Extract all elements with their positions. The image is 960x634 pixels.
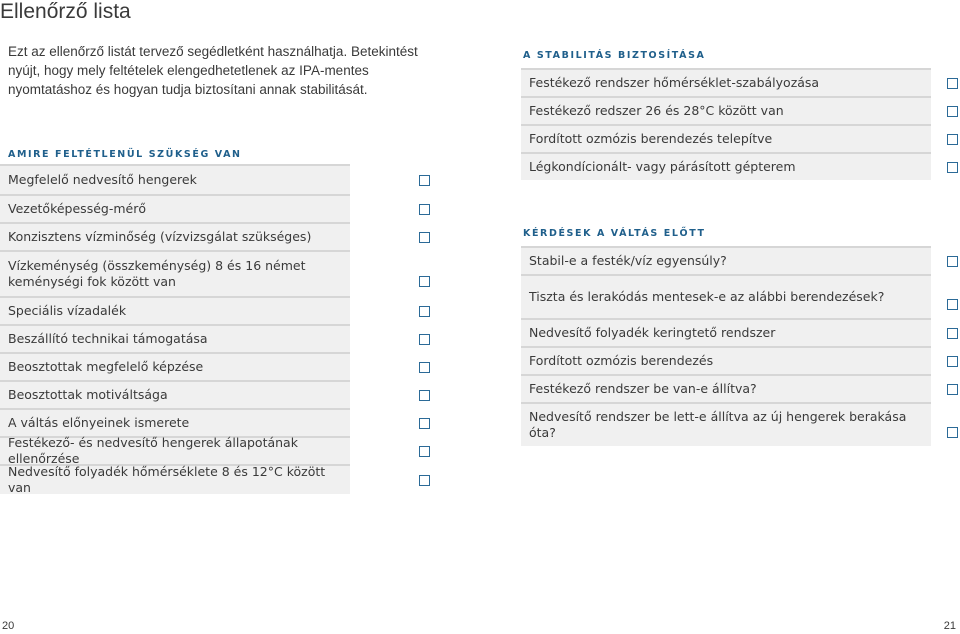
checklist-item-label: Beszállító technikai támogatása — [0, 326, 350, 352]
checklist-row — [0, 324, 350, 352]
page-number-left: 20 — [2, 620, 15, 632]
checkbox-icon[interactable] — [419, 446, 430, 457]
checklist-must-have — [0, 164, 350, 494]
checkbox-icon[interactable] — [419, 475, 430, 486]
checklist-item-label: A váltás előnyeinek ismerete — [0, 410, 350, 436]
checklist-item-label: Festékező- és nedvesítő hengerek állapotának ellenőrzése — [0, 438, 350, 464]
page-number-right: 21 — [943, 620, 956, 632]
checklist-row — [0, 380, 350, 408]
checklist-row — [0, 352, 350, 380]
checklist-item-label: Nedvesítő folyadék hőmérséklete 8 és 12°C között van — [0, 466, 350, 494]
checklist-row — [521, 346, 931, 374]
checkbox-icon[interactable] — [419, 362, 430, 373]
checklist-stability — [521, 68, 931, 180]
checkbox-icon[interactable] — [947, 328, 958, 339]
checkbox-icon[interactable] — [947, 106, 958, 117]
checklist-row — [0, 250, 350, 296]
checklist-item-label: Stabil-e a festék/víz egyensúly? — [521, 248, 931, 274]
checklist-item-label: Megfelelő nedvesítő hengerek — [0, 166, 350, 194]
checkbox-icon[interactable] — [947, 256, 958, 267]
checkbox-icon[interactable] — [947, 78, 958, 89]
checklist-row — [0, 436, 350, 464]
checklist-item-label: Speciális vízadalék — [0, 298, 350, 324]
checklist-row — [0, 164, 350, 194]
checkbox-icon[interactable] — [419, 204, 430, 215]
checklist-item-label: Fordított ozmózis berendezés telepítve — [521, 126, 931, 152]
checkbox-icon[interactable] — [419, 418, 430, 429]
checklist-row — [521, 318, 931, 346]
checklist-item-label: Vezetőképesség-mérő — [0, 196, 350, 222]
checkbox-icon[interactable] — [419, 232, 430, 243]
checklist-item-label: Nedvesítő folyadék keringtető rendszer — [521, 320, 931, 346]
checklist-row — [521, 96, 931, 124]
section-heading-questions: KÉRDÉSEK A VÁLTÁS ELŐTT — [523, 228, 706, 239]
checkbox-icon[interactable] — [947, 356, 958, 367]
checklist-item-label: Festékező redszer 26 és 28°C között van — [521, 98, 931, 124]
checklist-item-label: Konzisztens vízminőség (vízvizsgálat szükséges) — [0, 224, 350, 250]
checklist-row — [0, 296, 350, 324]
checkbox-icon[interactable] — [419, 306, 430, 317]
checklist-item-label: Festékező rendszer hőmérséklet-szabályozása — [521, 70, 931, 96]
checklist-item-label: Fordított ozmózis berendezés — [521, 348, 931, 374]
checklist-row — [521, 402, 931, 446]
checklist-row — [521, 124, 931, 152]
checkbox-icon[interactable] — [947, 427, 958, 438]
checklist-row — [521, 374, 931, 402]
checklist-item-label: Légkondícionált- vagy párásított gépterem — [521, 154, 931, 180]
checklist-row — [521, 68, 931, 96]
checklist-row — [0, 222, 350, 250]
checkbox-icon[interactable] — [419, 334, 430, 345]
section-heading-stability: A STABILITÁS BIZTOSÍTÁSA — [523, 50, 706, 61]
checklist-row — [0, 464, 350, 494]
checklist-row — [0, 194, 350, 222]
checkbox-icon[interactable] — [419, 175, 430, 186]
checklist-row — [521, 152, 931, 180]
checklist-row — [521, 274, 931, 318]
checkbox-icon[interactable] — [947, 384, 958, 395]
checkbox-icon[interactable] — [947, 162, 958, 173]
checkbox-icon[interactable] — [419, 390, 430, 401]
checklist-row — [521, 246, 931, 274]
checklist-item-label: Beosztottak megfelelő képzése — [0, 354, 350, 380]
page-title: Ellenőrző lista — [0, 0, 131, 23]
checkbox-icon[interactable] — [947, 299, 958, 310]
checklist-questions — [521, 246, 931, 446]
checklist-item-label: Beosztottak motiváltsága — [0, 382, 350, 408]
checklist-item-label: Festékező rendszer be van-e állítva? — [521, 376, 931, 402]
checkbox-icon[interactable] — [419, 276, 430, 287]
checklist-item-label: Tiszta és lerakódás mentesek-e az alábbi berendezések? — [521, 276, 931, 318]
checklist-item-label: Nedvesítő rendszer be lett-e állítva az új hengerek berakása óta? — [521, 404, 931, 446]
intro-paragraph: Ezt az ellenőrző listát tervező segédletként használhatja. Betekintést nyújt, hogy mely feltételek elengedhetetlenek az IPA-mentes nyomtatáshoz és hogyan tudja biztosítani annak stabilitását. — [8, 44, 418, 97]
checklist-item-label: Vízkeménység (összkeménység) 8 és 16 német keménységi fok között van — [0, 252, 350, 296]
section-heading-must-have: AMIRE FELTÉTLENÜL SZÜKSÉG VAN — [8, 149, 242, 160]
checkbox-icon[interactable] — [947, 134, 958, 145]
checklist-row — [0, 408, 350, 436]
